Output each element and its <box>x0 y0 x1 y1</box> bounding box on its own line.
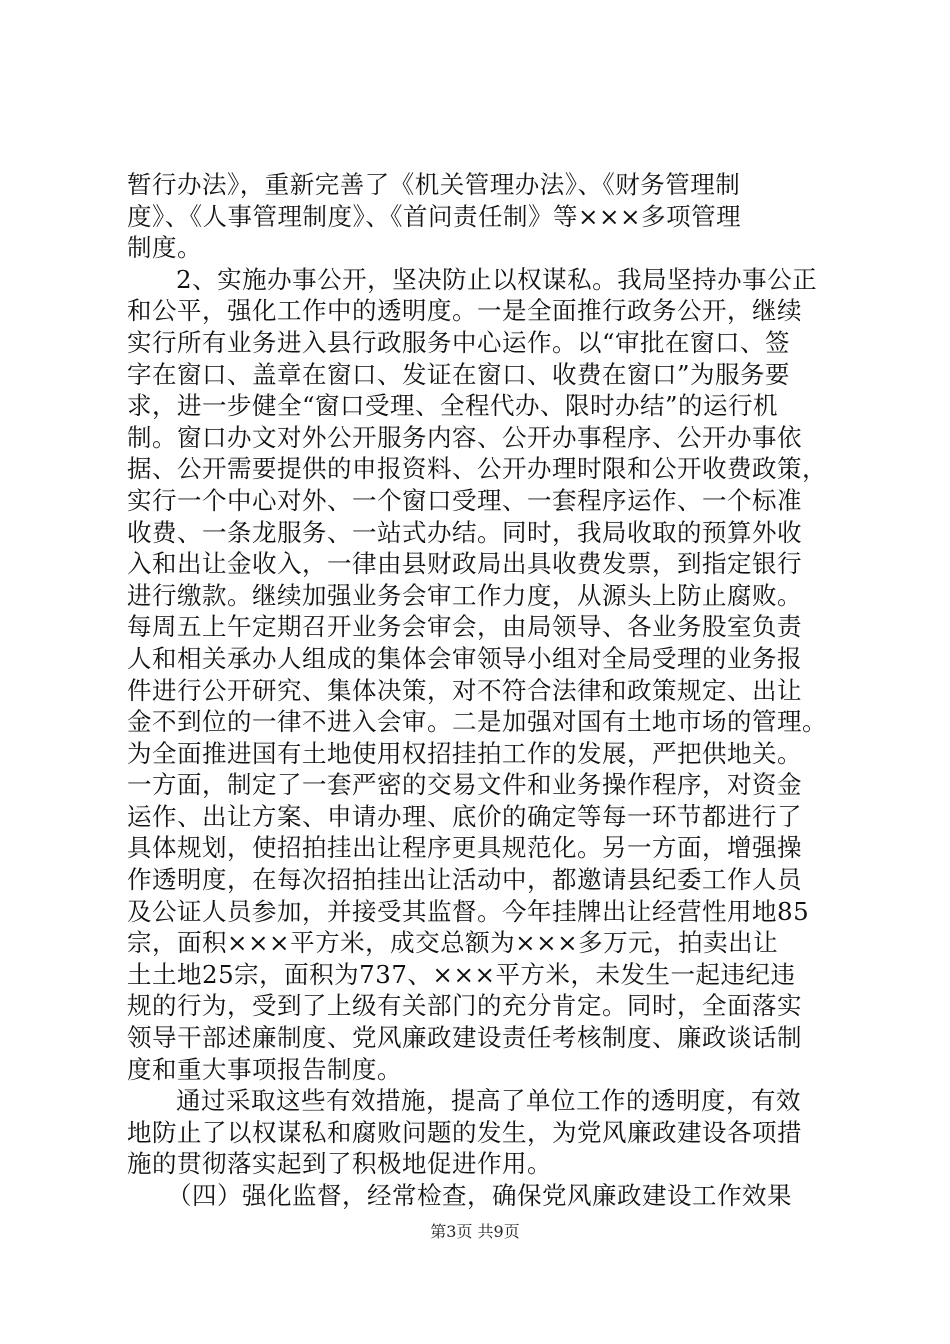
page-number-footer: 第3页 共9页 <box>430 1222 520 1241</box>
paragraph-start-line: 通过采取这些有效措施，提高了单位工作的透明度，有效 <box>176 1086 801 1116</box>
text-line: 字在窗口、盖章在窗口、发证在窗口、收费在窗口”为服务要 <box>127 359 791 389</box>
text-line: 金不到位的一律不进入会审。二是加强对国有土地市场的管理。 <box>127 707 827 737</box>
text-line: 一方面，制定了一套严密的交易文件和业务操作程序，对资金 <box>127 770 802 800</box>
text-line: 宗，面积×××平方米，成交总额为×××多万元，拍卖出让 <box>127 928 779 958</box>
text-line: 度和重大事项报告制度。 <box>127 1054 402 1084</box>
text-line: 制度。 <box>127 233 202 263</box>
text-line: 具体规划，使招拍挂出让程序更具规范化。另一方面，增强操 <box>127 833 802 863</box>
document-body <box>127 169 833 1212</box>
text-line: 和公平，强化工作中的透明度。一是全面推行政务公开，继续 <box>127 296 802 326</box>
text-line: 入和出让金收入，一律由县财政局出具收费发票，到指定银行 <box>127 549 802 579</box>
text-line: 收费、一条龙服务、一站式办结。同时，我局收取的预算外收 <box>127 517 802 547</box>
paragraph-start-line: 2、实施办事公开，坚决防止以权谋私。我局坚持办事公正 <box>176 264 818 294</box>
text-line: 施的贯彻落实起到了积极地促进作用。 <box>127 1149 552 1179</box>
text-line: 实行所有业务进入县行政服务中心运作。以“审批在窗口、签 <box>127 327 791 357</box>
text-line: 作透明度，在每次招拍挂出让活动中，都邀请县纪委工作人员 <box>127 865 802 895</box>
text-line: 据、公开需要提供的申报资料、公开办理时限和公开收费政策， <box>127 454 827 484</box>
text-line: 运作、出让方案、申请办理、底价的确定等每一环节都进行了 <box>127 801 802 831</box>
text-line: 度》、《人事管理制度》、《首问责任制》等×××多项管理 <box>127 201 742 231</box>
text-line: 求，进一步健全“窗口受理、全程代办、限时办结”的运行机 <box>127 391 779 421</box>
text-line: 制。窗口办文对外公开服务内容、公开办事程序、公开办事依 <box>127 422 802 452</box>
text-line: 人和相关承办人组成的集体会审领导小组对全局受理的业务报 <box>127 643 802 673</box>
text-line: 实行一个中心对外、一个窗口受理、一套程序运作、一个标准 <box>127 485 802 515</box>
text-line: 领导干部述廉制度、党风廉政建设责任考核制度、廉政谈话制 <box>127 1023 802 1053</box>
text-line: 件进行公开研究、集体决策，对不符合法律和政策规定、出让 <box>127 675 802 705</box>
text-line: 每周五上午定期召开业务会审会，由局领导、各业务股室负责 <box>127 612 802 642</box>
text-line: 暂行办法》，重新完善了《机关管理办法》、《财务管理制 <box>127 170 741 199</box>
text-line: 为全面推进国有土地使用权招挂拍工作的发展，严把供地关。 <box>127 738 802 768</box>
text-line: 及公证人员参加，并接受其监督。今年挂牌出让经营性用地85 <box>127 896 810 926</box>
text-line: 进行缴款。继续加强业务会审工作力度，从源头上防止腐败。 <box>127 580 802 610</box>
section-heading: （四）强化监督，经常检查，确保党风廉政建设工作效果 <box>167 1181 792 1210</box>
text-line: 土土地25宗，面积为737、×××平方米，未发生一起违纪违 <box>127 959 796 989</box>
text-line: 规的行为，受到了上级有关部门的充分肯定。同时，全面落实 <box>127 991 802 1021</box>
text-line: 地防止了以权谋私和腐败问题的发生，为党风廉政建设各项措 <box>127 1117 802 1147</box>
